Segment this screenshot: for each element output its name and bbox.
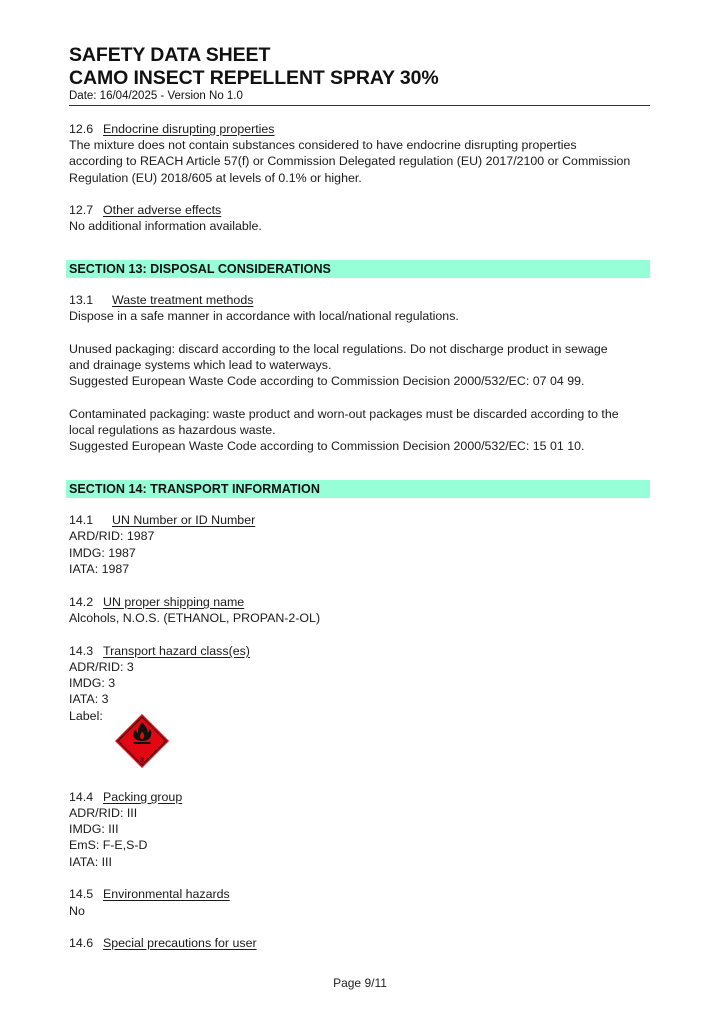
subsection-13-1-heading bbox=[69, 292, 253, 308]
subsection-number: 14.4 bbox=[69, 790, 94, 804]
subsection-14-6-heading bbox=[69, 935, 257, 951]
paragraph-line: Suggested European Waste Code according to Commission Decision 2000/532/EC: 15 01 10. bbox=[69, 439, 585, 453]
section-heading: SECTION 14: TRANSPORT INFORMATION bbox=[69, 482, 320, 496]
flammable-liquid-hazard-label bbox=[114, 713, 170, 769]
date-version: Date: 16/04/2025 - Version No 1.0 bbox=[69, 90, 243, 102]
subsection-12-7-heading bbox=[69, 202, 221, 218]
subsection-title: Transport hazard class(es) bbox=[103, 644, 250, 658]
paragraph-line: No additional information available. bbox=[69, 219, 262, 233]
subsection-number: 12.7 bbox=[69, 203, 94, 217]
subsection-14-5-heading bbox=[69, 886, 230, 902]
subsection-number: 12.6 bbox=[69, 122, 94, 136]
paragraph-line: Dispose in a safe manner in accordance with local/national regulations. bbox=[69, 309, 459, 323]
subsection-14-1-heading bbox=[69, 512, 255, 528]
paragraph-line: and drainage systems which lead to waterways. bbox=[69, 358, 332, 372]
product-name: CAMO INSECT REPELLENT SPRAY 30% bbox=[69, 67, 439, 89]
shipping-name: Alcohols, N.O.S. (ETHANOL, PROPAN-2-OL) bbox=[69, 611, 321, 625]
un-number-iata: IATA: 1987 bbox=[69, 562, 130, 576]
subsection-title: Other adverse effects bbox=[103, 203, 222, 217]
paragraph-line: Contaminated packaging: waste product and worn-out packages must be discarded according to the bbox=[69, 407, 619, 421]
hazard-class-adr: ADR/RID: 3 bbox=[69, 660, 134, 674]
un-number-imdg: IMDG: 1987 bbox=[69, 546, 136, 560]
subsection-title: UN Number or ID Number bbox=[112, 513, 256, 527]
label-caption: Label: bbox=[69, 709, 103, 723]
packing-group-ems: EmS: F-E,S-D bbox=[69, 838, 148, 852]
subsection-title: Endocrine disrupting properties bbox=[103, 122, 275, 136]
paragraph-line: The mixture does not contain substances considered to have endocrine disrupting properties bbox=[69, 138, 577, 152]
hazard-class-number: 3 bbox=[140, 757, 144, 764]
subsection-number: 14.2 bbox=[69, 595, 94, 609]
packing-group-imdg: IMDG: III bbox=[69, 822, 119, 836]
subsection-12-6-heading bbox=[69, 121, 275, 137]
packing-group-adr: ADR/RID: III bbox=[69, 806, 138, 820]
subsection-14-2-heading bbox=[69, 594, 244, 610]
subsection-number: 14.6 bbox=[69, 936, 94, 950]
paragraph-line: Suggested European Waste Code according to Commission Decision 2000/532/EC: 07 04 99. bbox=[69, 374, 585, 388]
section-13-bar bbox=[66, 260, 650, 278]
subsection-number: 14.1 bbox=[69, 513, 94, 527]
hazard-class-imdg: IMDG: 3 bbox=[69, 676, 116, 690]
document-title: SAFETY DATA SHEET bbox=[69, 44, 271, 66]
page-number: Page 9/11 bbox=[333, 976, 387, 990]
section-14-bar bbox=[66, 480, 650, 498]
header-divider bbox=[69, 105, 650, 106]
subsection-14-4-heading bbox=[69, 789, 182, 805]
un-number-adr: ARD/RID: 1987 bbox=[69, 529, 155, 543]
packing-group-iata: IATA: III bbox=[69, 855, 112, 869]
subsection-title: Special precautions for user bbox=[103, 936, 257, 950]
subsection-title: UN proper shipping name bbox=[103, 595, 245, 609]
paragraph-line: local regulations as hazardous waste. bbox=[69, 423, 276, 437]
subsection-number: 14.3 bbox=[69, 644, 94, 658]
subsection-title: Waste treatment methods bbox=[112, 293, 254, 307]
subsection-number: 13.1 bbox=[69, 293, 94, 307]
subsection-title: Environmental hazards bbox=[103, 887, 230, 901]
section-heading: SECTION 13: DISPOSAL CONSIDERATIONS bbox=[69, 262, 331, 276]
hazard-class-iata: IATA: 3 bbox=[69, 692, 109, 706]
environmental-hazards-value: No bbox=[69, 904, 85, 918]
subsection-number: 14.5 bbox=[69, 887, 94, 901]
paragraph-line: according to REACH Article 57(f) or Commission Delegated regulation (EU) 2017/2100 or Commission bbox=[69, 154, 631, 168]
subsection-14-3-heading bbox=[69, 643, 250, 659]
paragraph-line: Unused packaging: discard according to the local regulations. Do not discharge product in sewage bbox=[69, 342, 608, 356]
paragraph-line: Regulation (EU) 2018/605 at levels of 0.1% or higher. bbox=[69, 171, 362, 185]
subsection-title: Packing group bbox=[103, 790, 183, 804]
